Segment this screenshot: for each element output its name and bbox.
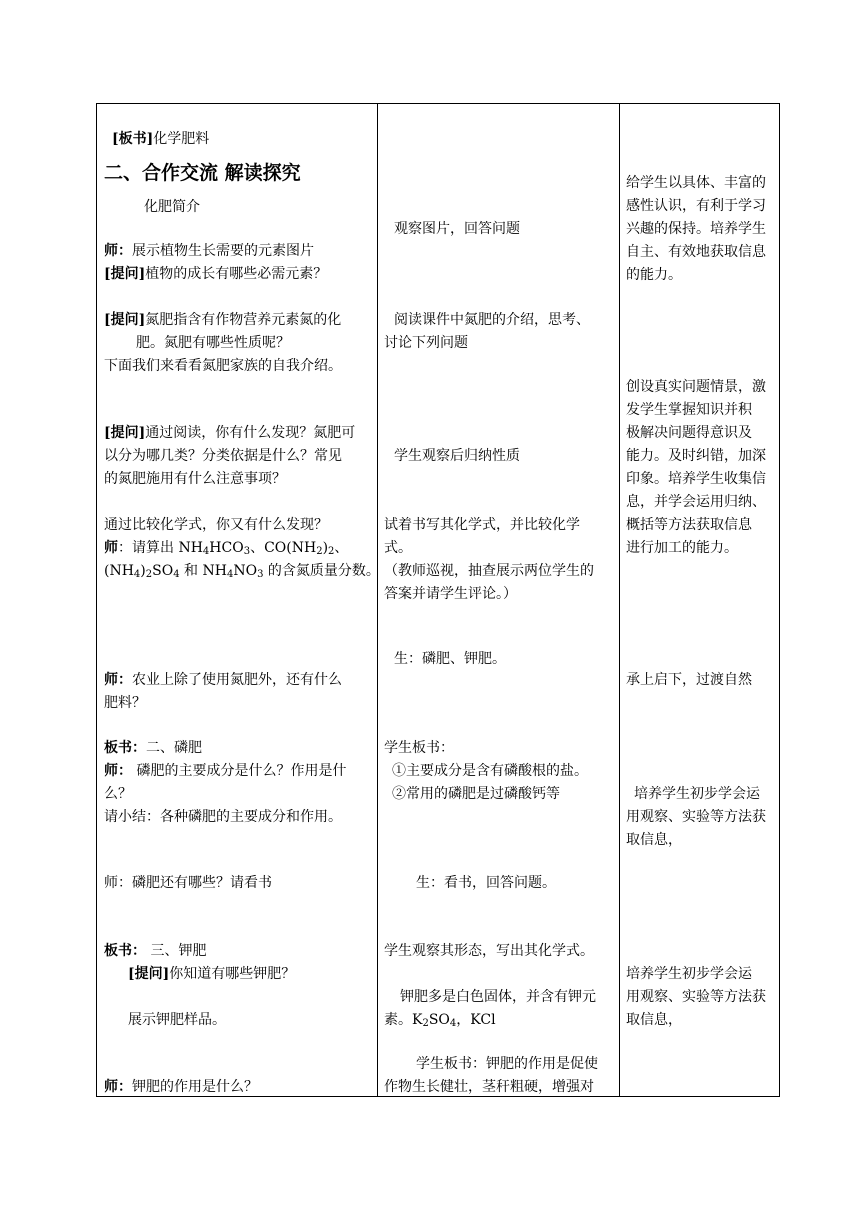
intent-line: 息，并学会运用归纳、 xyxy=(626,494,766,510)
teacher-line: 师：磷肥还有哪些？请看书 xyxy=(104,875,272,891)
teacher-line: 师：钾肥的作用是什么？ xyxy=(104,1079,258,1095)
intent-line: 创设真实问题情景，激 xyxy=(626,379,766,395)
intent-line: 感性认识，有利于学习 xyxy=(626,198,766,214)
intent-line: 进行加工的能力。 xyxy=(626,540,738,556)
intent-line: 取信息， xyxy=(626,1012,682,1028)
intent-line: 培养学生初步学会运 xyxy=(626,966,752,982)
student-line: 学生板书：钾肥的作用是促使 xyxy=(416,1056,598,1072)
student-line: 试着书写其化学式，并比较化学 xyxy=(384,517,580,533)
intent-line: 自主、有效地获取信息 xyxy=(626,244,766,260)
question-line: [提问]通过阅读，你有什么发现？氮肥可 xyxy=(104,425,356,441)
column-divider xyxy=(377,104,378,1096)
question-line: [提问]植物的成长有哪些必需元素？ xyxy=(104,266,328,282)
student-line: 学生观察其形态，写出其化学式。 xyxy=(384,943,594,959)
student-line: 学生板书： xyxy=(384,740,454,756)
intent-line: 承上启下，过渡自然 xyxy=(626,672,752,688)
student-line: 讨论下列问题 xyxy=(384,335,468,351)
intent-line: 用观察、实验等方法获 xyxy=(626,809,766,825)
subsection-title: 化肥简介 xyxy=(144,199,200,215)
formula-line: 素。$K_2SO_4$，KCl xyxy=(384,1012,496,1029)
text-line: 肥料？ xyxy=(104,695,146,711)
text-line: 通过比较化学式，你又有什么发现？ xyxy=(104,517,328,533)
student-line: 式。 xyxy=(384,540,412,556)
text-line: 请小结：各种磷肥的主要成分和作用。 xyxy=(104,809,342,825)
student-line: ②常用的磷肥是过磷酸钙等 xyxy=(392,786,560,802)
student-line: 作物生长健壮，茎秆粗硬，增强对 xyxy=(384,1079,594,1095)
intent-line: 极解决问题得意识及 xyxy=(626,425,752,441)
intent-line: 发学生掌握知识并积 xyxy=(626,402,752,418)
teacher-line: 师：展示植物生长需要的元素图片 xyxy=(104,243,314,259)
intent-line: 印象。培养学生收集信 xyxy=(626,471,766,487)
text-line: 么？ xyxy=(104,786,132,802)
board-note: 板书：二、磷肥 xyxy=(104,740,202,756)
intent-line: 兴趣的保持。培养学生 xyxy=(626,221,766,237)
intent-line: 取信息， xyxy=(626,832,682,848)
text-line: 的氮肥施用有什么注意事项？ xyxy=(104,471,286,487)
intent-line: 用观察、实验等方法获 xyxy=(626,989,766,1005)
text-line: 肥。氮肥有哪些性质呢？ xyxy=(136,335,290,351)
column-divider xyxy=(619,104,620,1096)
text-line: 以分为哪几类？分类依据是什么？常见 xyxy=(104,448,342,464)
student-line: 生：磷肥、钾肥。 xyxy=(394,651,506,667)
intent-line: 培养学生初步学会运 xyxy=(634,786,760,802)
board-note: [板书]化学肥料 xyxy=(112,131,210,147)
board-note: 板书： 三、钾肥 xyxy=(104,943,207,959)
intent-line: 能力。及时纠错，加深 xyxy=(626,448,766,464)
student-line: ①主要成分是含有磷酸根的盐。 xyxy=(392,763,588,779)
intent-line: 概括等方法获取信息 xyxy=(626,517,752,533)
student-line: 答案并请学生评论。） xyxy=(384,586,517,602)
student-line: 生：看书，回答问题。 xyxy=(416,875,556,891)
teacher-line: 师：农业上除了使用氮肥外，还有什么 xyxy=(104,672,342,688)
text-line: 下面我们来看看氮肥家族的自我介绍。 xyxy=(104,358,342,374)
intent-line: 给学生以具体、丰富的 xyxy=(626,175,766,191)
formula-line: 师：请算出 $NH_4HCO_3$、$CO(NH_2)_2$、 xyxy=(104,540,349,557)
intent-line: 的能力。 xyxy=(626,267,682,283)
text-line: 展示钾肥样品。 xyxy=(128,1012,226,1028)
student-line: 钾肥多是白色固体，并含有钾元 xyxy=(400,989,596,1005)
formula-line: $(NH_4)_2SO_4$ 和 $NH_4NO_3$ 的含氮质量分数。 xyxy=(104,563,380,580)
question-line: [提问]你知道有哪些钾肥？ xyxy=(128,966,296,982)
student-line: 观察图片，回答问题 xyxy=(394,221,520,237)
student-line: 阅读课件中氮肥的介绍，思考、 xyxy=(394,312,590,328)
teacher-line: 师： 磷肥的主要成分是什么？作用是什 xyxy=(104,763,347,779)
question-line: [提问]氮肥指含有作物营养元素氮的化 xyxy=(104,312,342,328)
student-line: 学生观察后归纳性质 xyxy=(394,448,520,464)
student-line: （教师巡视，抽查展示两位学生的 xyxy=(384,563,594,579)
section-heading: 二、合作交流 解读探究 xyxy=(104,162,301,184)
